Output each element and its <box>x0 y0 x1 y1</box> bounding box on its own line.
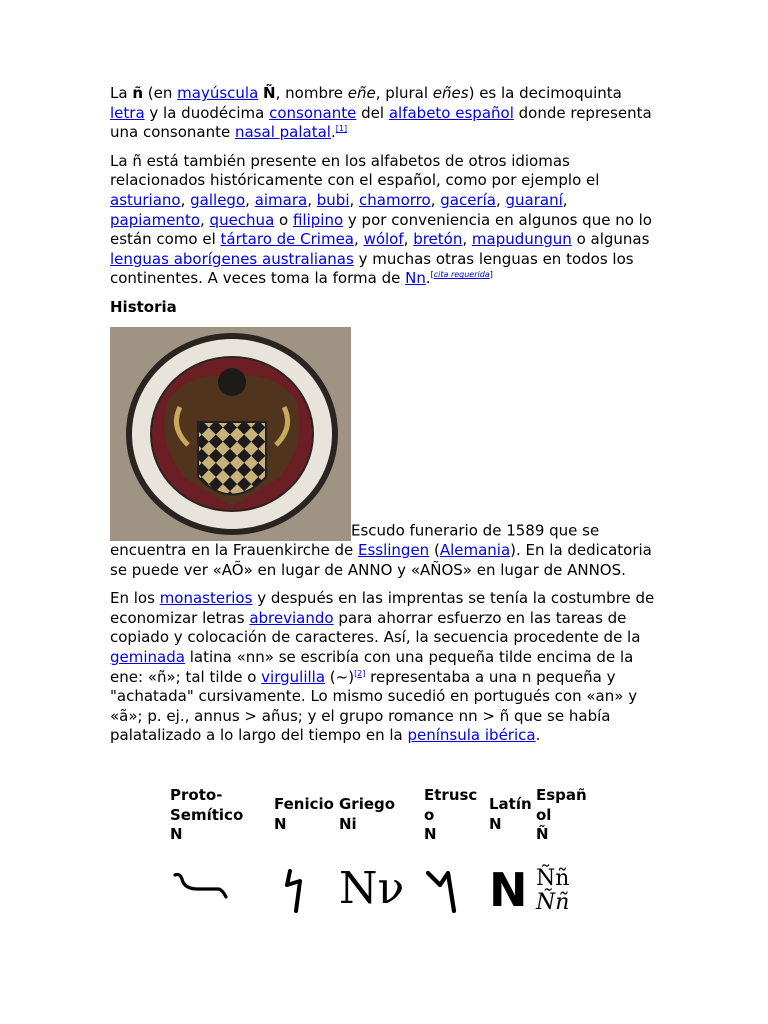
alphabet-evolution-table <box>170 786 589 917</box>
text: y la duodécima <box>144 103 270 122</box>
text: y muchas otras lenguas en todos los continentes. A veces toma la forma de <box>110 249 634 288</box>
glyph-latin <box>489 845 536 917</box>
text: , <box>354 230 364 249</box>
text: (~) <box>325 667 355 686</box>
link-consonante[interactable]: consonante <box>269 103 357 122</box>
link-guarani[interactable]: guaraní <box>505 190 563 209</box>
link-bubi[interactable]: bubi <box>316 190 350 209</box>
text: . <box>535 726 541 745</box>
spanish-n-tilde-glyph: Ññ <box>536 865 570 891</box>
glyph-griego <box>339 845 424 917</box>
header-line: Españ <box>536 786 587 804</box>
text: La ñ está también presente en los alfabetos de otros idiomas relacionados históricamente con el español, como por ejemplo el <box>110 151 600 190</box>
term-ene: eñe <box>347 84 376 102</box>
caption-text: Escudo funerario de 1589 que se encuentra en la Frauenkirche de <box>110 521 600 559</box>
header-line: Fenicio <box>274 795 334 813</box>
header-etrusco <box>424 786 489 845</box>
link-geminada[interactable]: geminada <box>110 647 185 666</box>
link-esslingen[interactable]: Esslingen <box>357 540 430 559</box>
link-papiamento[interactable]: papiamento <box>110 210 200 229</box>
text: y después en las imprentas se tenía la costumbre de economizar letras <box>110 589 655 627</box>
article-body <box>110 84 655 755</box>
text: , <box>562 190 568 209</box>
header-letter: Ñ <box>536 825 549 843</box>
header-griego <box>339 786 424 845</box>
glyph-espanol <box>536 845 589 917</box>
text: , <box>200 210 210 229</box>
link-lenguas-aborigenes[interactable]: lenguas aborígenes australianas <box>110 249 354 268</box>
header-line: Latín <box>489 795 532 813</box>
bracket: ] <box>489 270 493 280</box>
link-abreviando[interactable]: abreviando <box>249 608 334 627</box>
text: (en <box>143 84 178 102</box>
header-line: Griego <box>339 795 396 813</box>
text: donde representa una consonante <box>110 103 652 142</box>
bracket: [ <box>430 270 434 280</box>
text: , plural <box>375 84 433 102</box>
link-chamorro[interactable]: chamorro <box>359 190 431 209</box>
text: , <box>307 190 317 209</box>
text: , <box>180 190 191 209</box>
link-virgulilla[interactable]: virgulilla <box>261 667 326 686</box>
text: o algunas <box>571 230 650 249</box>
latin-n-glyph: N <box>489 862 528 917</box>
letter-capital-n-tilde: Ñ <box>263 84 276 102</box>
link-gallego[interactable]: gallego <box>190 190 246 209</box>
link-wolof[interactable]: wólof <box>363 230 404 249</box>
reference-1[interactable]: [1] <box>335 124 348 134</box>
header-letter: Ni <box>339 814 357 833</box>
text: , <box>403 230 414 249</box>
paragraph-languages <box>110 152 655 289</box>
reference-2[interactable]: [2] <box>354 668 366 678</box>
text: , <box>462 230 472 249</box>
link-alemania[interactable]: Alemania <box>439 540 511 559</box>
text: , <box>245 190 255 209</box>
link-nn[interactable]: Nn <box>405 269 426 288</box>
link-filipino[interactable]: filipino <box>292 210 344 229</box>
link-tartaro-de-crimea[interactable]: tártaro de Crimea <box>220 230 355 249</box>
caption-text: ( <box>429 540 440 559</box>
header-fenicio <box>274 786 339 845</box>
link-quechua[interactable]: quechua <box>209 210 275 229</box>
link-asturiano[interactable]: asturiano <box>110 190 181 209</box>
glyph-proto-semitico <box>170 845 274 917</box>
header-espanol <box>536 786 589 845</box>
link-alfabeto-espanol[interactable]: alfabeto español <box>388 103 514 122</box>
text: o <box>274 210 293 229</box>
glyph-etrusco <box>424 845 489 917</box>
caption-text: ). En la dedicatoria se puede ver «AÕ» en lugar de ANNO y «AÑOS» en lugar de ANNOS. <box>110 540 652 579</box>
link-garceria[interactable]: gacería <box>440 190 496 209</box>
etruscan-n-glyph <box>424 867 468 917</box>
table-header-row <box>170 786 589 845</box>
header-line: Etrusc <box>424 786 478 804</box>
spanish-n-tilde-italic-glyph: Ññ <box>536 889 570 915</box>
link-letra[interactable]: letra <box>110 103 145 122</box>
text: y por conveniencia en algunos que no lo están como el <box>110 210 652 249</box>
header-letter: N <box>274 814 287 833</box>
text: para ahorrar esfuerzo en las tareas de copiado y colocación de caracteres. Así, la secuencia procedente de la <box>110 608 641 647</box>
header-proto-semitico <box>170 786 274 845</box>
text: , nombre <box>275 84 348 102</box>
link-monasterios[interactable]: monasterios <box>159 589 253 608</box>
proto-semitic-n-glyph <box>170 867 230 903</box>
text: representaba a una n pequeña y "achatada" cursivamente. Lo mismo sucedió en portugués con «an» y «ã»; p. ej., annus > añus; y el grupo romance nn > ñ que se había palatalizado a lo largo del tiempo en la <box>110 667 638 745</box>
text: , <box>349 190 360 209</box>
text: La <box>110 84 133 102</box>
header-letter: N <box>489 814 502 833</box>
figure-with-caption <box>110 327 655 580</box>
header-line: o <box>424 805 435 824</box>
header-line: Proto- <box>170 786 223 804</box>
header-letter: N <box>170 825 183 843</box>
phoenician-n-glyph <box>274 867 314 917</box>
table-glyph-row <box>170 845 589 917</box>
glyph-fenicio <box>274 845 339 917</box>
header-line: Semítico <box>170 805 244 824</box>
paragraph-intro <box>110 84 655 143</box>
header-latin <box>489 786 536 845</box>
greek-n-glyph: Nν <box>339 862 405 914</box>
text: En los <box>110 589 160 608</box>
text: ) es la decimoquinta <box>468 84 622 102</box>
heading-historia: Historia <box>110 297 177 316</box>
link-cita-requerida[interactable]: cita requerida <box>433 270 490 280</box>
text: . <box>425 269 431 288</box>
text: . <box>330 123 336 142</box>
link-mayuscula[interactable]: mayúscula <box>177 84 259 102</box>
letter-n-tilde: ñ <box>132 84 144 102</box>
coat-of-arms-image <box>110 327 351 541</box>
text: , <box>495 190 506 209</box>
header-line: ol <box>536 805 552 824</box>
link-mapudungun[interactable]: mapudungun <box>471 230 572 249</box>
text: , <box>430 190 441 209</box>
text: del <box>356 103 389 122</box>
link-aimara[interactable]: aimara <box>254 190 308 209</box>
text: latina «nn» se escribía con una pequeña tilde encima de la ene: «ñ»; tal tilde o <box>110 647 634 686</box>
link-breton[interactable]: bretón <box>413 230 463 249</box>
term-enes: eñes <box>432 84 469 102</box>
paragraph-history <box>110 589 655 746</box>
header-letter: N <box>424 825 437 843</box>
link-nasal-palatal[interactable]: nasal palatal <box>234 123 331 142</box>
link-peninsula-iberica[interactable]: península ibérica <box>407 726 536 745</box>
